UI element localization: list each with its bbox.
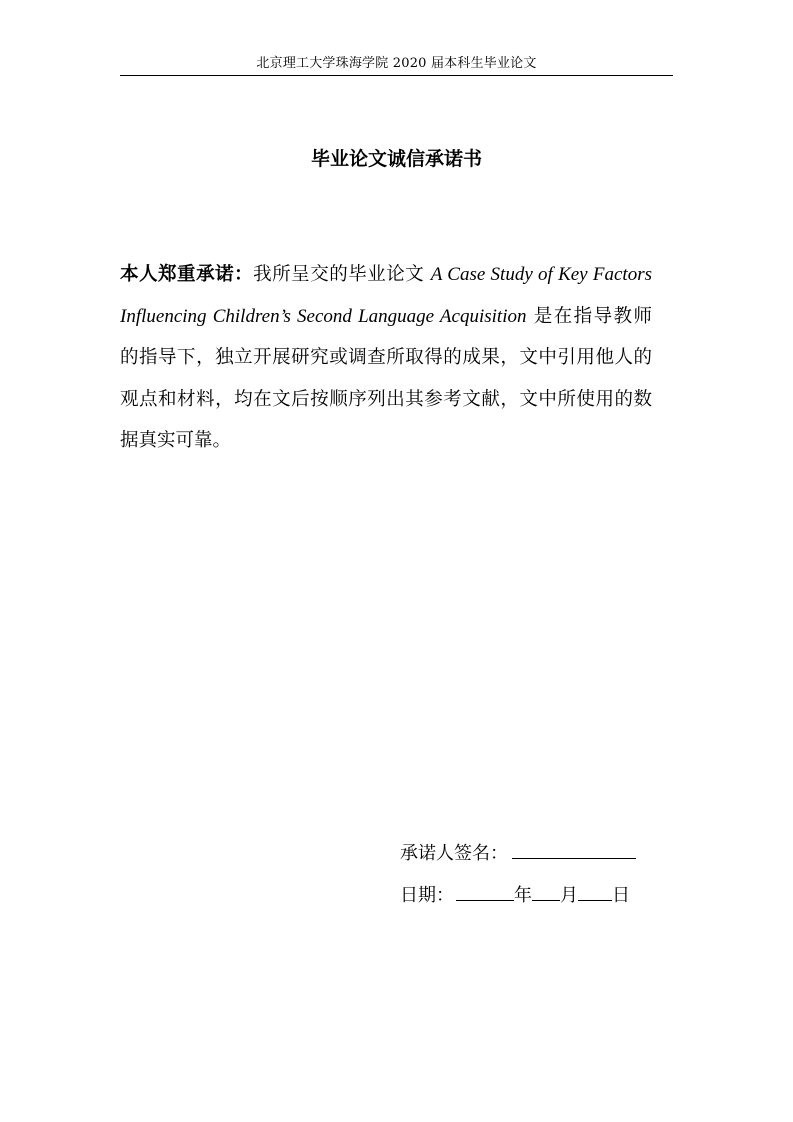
day-blank-line[interactable]: [578, 882, 612, 901]
thesis-title: A Case Study of Key Factors Influencing Children’s Second Language Acquisition: [120, 264, 652, 327]
date-row: [400, 882, 636, 904]
year-blank-line[interactable]: [456, 882, 514, 901]
month-label: 月: [560, 885, 578, 906]
signature-block: [400, 840, 636, 924]
pledge-paragraph: [120, 254, 652, 462]
month-blank-line[interactable]: [532, 882, 560, 901]
page-title: 毕业论文诚信承诺书: [310, 148, 482, 170]
signer-row: [400, 840, 636, 862]
pledge-lead: 本人郑重承诺：: [120, 264, 254, 285]
date-label: 日期：: [400, 885, 454, 906]
year-label: 年: [514, 885, 532, 906]
pledge-text-after-thesis: 是在指导教师的指导下，独立开展研究或调查所取得的成果，文中引用他人的观点和材料，均在文后按顺序列出其参考文献，文中所使用的数据真实可靠。: [120, 305, 652, 451]
signer-label: 承诺人签名：: [400, 843, 508, 864]
pledge-text-before-thesis: 我所呈交的毕业论文: [253, 264, 425, 285]
day-label: 日: [612, 885, 630, 906]
signer-signature-line[interactable]: [512, 840, 636, 859]
running-header: 北京理工大学珠海学院 2020 届本科生毕业论文: [256, 56, 537, 71]
header-divider: [120, 75, 673, 76]
